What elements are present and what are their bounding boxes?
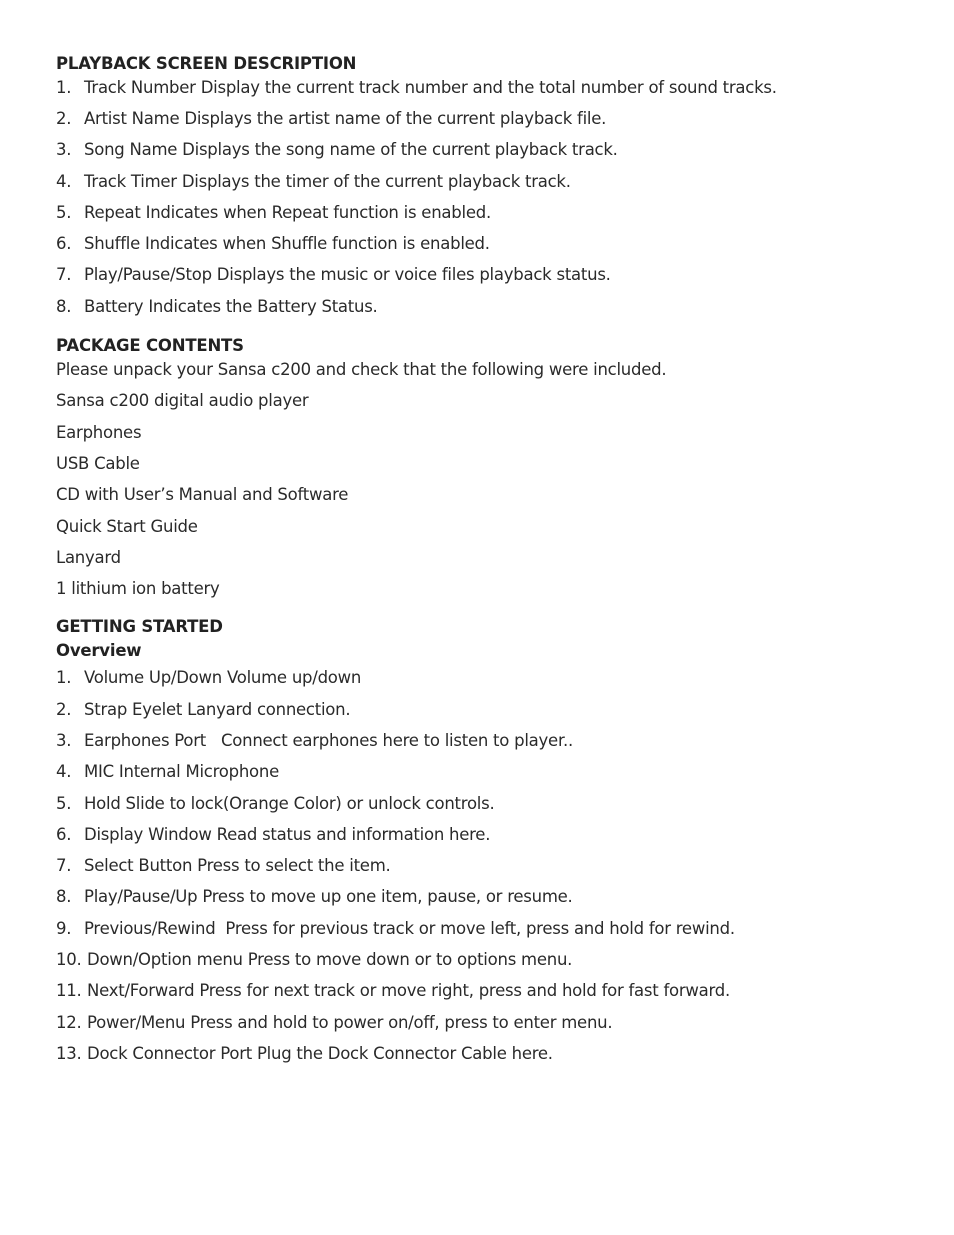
list-item <box>56 882 916 913</box>
item-number: 6. <box>56 234 72 254</box>
item-number: 11. <box>56 981 82 1001</box>
item-number: 3. <box>56 730 72 750</box>
item-text: Song Name Displays the song name of the current playback track. <box>84 140 618 160</box>
playback-section <box>56 52 916 322</box>
list-item <box>56 103 916 134</box>
item-number: 9. <box>56 918 72 938</box>
item-text: Select Button Press to select the item. <box>84 856 391 876</box>
item-number: 7. <box>56 856 72 876</box>
item-number: 1. <box>56 668 72 688</box>
package-item: USB Cable <box>56 453 140 473</box>
document-page <box>56 52 916 1070</box>
item-text: Shuffle Indicates when Shuffle function is enabled. <box>84 234 490 254</box>
section-spacer <box>56 605 916 615</box>
package-item: 1 lithium ion battery <box>56 579 220 599</box>
item-number: 4. <box>56 762 72 782</box>
package-item: Sansa c200 digital audio player <box>56 391 309 411</box>
overview-subheading: Overview <box>56 640 142 660</box>
item-text: Artist Name Displays the artist name of the current playback file. <box>84 108 607 128</box>
item-text: Play/Pause/Stop Displays the music or voice files playback status. <box>84 265 611 285</box>
item-number: 4. <box>56 171 72 191</box>
item-text: Display Window Read status and information here. <box>84 824 491 844</box>
item-number: 7. <box>56 265 72 285</box>
playback-heading: PLAYBACK SCREEN DESCRIPTION <box>56 54 357 73</box>
item-number: 12. <box>56 1012 82 1032</box>
getting-started-section <box>56 615 916 1070</box>
list-item <box>56 663 916 694</box>
item-number: 10. <box>56 950 82 970</box>
item-text: MIC Internal Microphone <box>84 762 279 782</box>
list-item <box>56 197 916 228</box>
item-number: 13. <box>56 1043 82 1063</box>
list-item <box>56 291 916 322</box>
package-section <box>56 334 916 604</box>
item-text: Play/Pause/Up Press to move up one item, pause, or resume. <box>84 887 573 907</box>
list-item <box>56 260 916 291</box>
item-text: Volume Up/Down Volume up/down <box>84 668 362 688</box>
package-item: CD with User’s Manual and Software <box>56 485 349 505</box>
package-item: Lanyard <box>56 547 121 567</box>
list-item <box>56 757 916 788</box>
item-text: Battery Indicates the Battery Status. <box>84 296 378 316</box>
list-item <box>56 788 916 819</box>
list-item <box>56 725 916 756</box>
item-number: 5. <box>56 793 72 813</box>
package-heading: PACKAGE CONTENTS <box>56 336 244 356</box>
item-text: Next/Forward Press for next track or move right, press and hold for fast forward. <box>87 981 730 1001</box>
package-item: Quick Start Guide <box>56 516 198 536</box>
item-text: Previous/Rewind Press for previous track or move left, press and hold for rewind. <box>84 918 735 938</box>
item-number: 2. <box>56 699 72 719</box>
list-item <box>56 694 916 725</box>
item-text: Track Timer Displays the timer of the current playback track. <box>84 171 571 191</box>
section-spacer <box>56 322 916 334</box>
list-item <box>56 851 916 882</box>
item-text: Repeat Indicates when Repeat function is enabled. <box>84 202 491 222</box>
list-item <box>56 166 916 197</box>
list-item <box>56 228 916 259</box>
list-item <box>56 72 916 103</box>
item-text: Power/Menu Press and hold to power on/off, press to enter menu. <box>87 1012 613 1032</box>
item-number: 2. <box>56 108 72 128</box>
list-item <box>56 135 916 166</box>
item-text: Hold Slide to lock(Orange Color) or unlock controls. <box>84 793 495 813</box>
item-text: Strap Eyelet Lanyard connection. <box>84 699 351 719</box>
item-text: Dock Connector Port Plug the Dock Connector Cable here. <box>87 1043 553 1063</box>
list-item <box>56 1038 916 1069</box>
getting-started-heading: GETTING STARTED <box>56 616 223 636</box>
list-item <box>56 913 916 944</box>
item-text: Earphones Port Connect earphones here to listen to player.. <box>84 730 573 750</box>
item-number: 5. <box>56 202 72 222</box>
item-number: 6. <box>56 824 72 844</box>
item-number: 1. <box>56 77 72 97</box>
item-number: 8. <box>56 887 72 907</box>
item-number: 3. <box>56 140 72 160</box>
package-item: Earphones <box>56 422 142 442</box>
item-text: Down/Option menu Press to move down or to options menu. <box>87 950 573 970</box>
list-item <box>56 1007 916 1038</box>
list-item <box>56 819 916 850</box>
list-item <box>56 944 916 975</box>
list-item <box>56 976 916 1007</box>
item-number: 8. <box>56 296 72 316</box>
item-text: Track Number Display the current track number and the total number of sound tracks. <box>84 77 777 97</box>
package-intro: Please unpack your Sansa c200 and check that the following were included. <box>56 360 667 380</box>
